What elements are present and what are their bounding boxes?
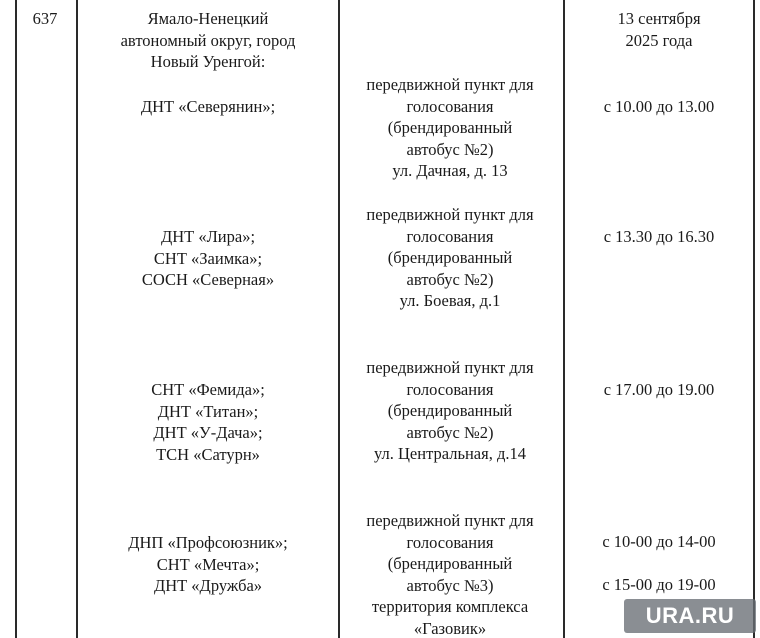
region-line: автономный округ, город — [120, 30, 296, 50]
settlement-name: СНТ «Заимка»; — [153, 248, 263, 268]
settlement-name: ТСН «Сатурн» — [156, 444, 260, 464]
location-line: ул. Центральная, д.14 — [374, 444, 526, 463]
time-cell — [570, 531, 748, 553]
row-number: 637 — [32, 9, 58, 28]
settlement-name: ДНП «Профсоюзник»; — [128, 533, 288, 552]
table-divider-3 — [563, 0, 565, 638]
location-line: автобус №2) — [406, 422, 494, 442]
settlements-cell — [90, 379, 326, 465]
location-line: (брендированный — [387, 554, 513, 573]
location-cell — [342, 510, 558, 638]
location-line: автобус №2) — [406, 269, 494, 289]
time-cell — [570, 379, 748, 401]
location-line: (брендированный — [387, 401, 513, 420]
date-cell — [570, 8, 748, 51]
location-line: передвижной пункт для — [366, 358, 534, 377]
time-cell — [570, 574, 748, 596]
region-line: Ямало-Ненецкий — [147, 9, 269, 28]
region-cell — [90, 8, 326, 73]
location-line: ул. Дачная, д. 13 — [392, 161, 508, 180]
time-slot: с 17.00 до 19.00 — [603, 380, 715, 399]
settlement-name: ДНТ «Дружба» — [153, 576, 263, 595]
location-line: (брендированный — [387, 118, 513, 137]
location-line: «Газовик» — [413, 618, 487, 638]
location-line: ул. Боевая, д.1 — [399, 291, 501, 310]
location-line: автобус №3) — [406, 575, 494, 595]
settlement-name: СНТ «Мечта»; — [156, 554, 260, 574]
settlements-cell — [90, 532, 326, 597]
location-line: передвижной пункт для — [366, 205, 534, 224]
date-line: 13 сентября — [617, 9, 701, 28]
location-cell — [342, 204, 558, 312]
location-line: голосования — [406, 532, 494, 552]
location-cell — [342, 74, 558, 182]
time-cell — [570, 96, 748, 118]
settlement-name: ДНТ «У-Дача»; — [153, 423, 263, 442]
settlement-name: СНТ «Фемида»; — [151, 380, 265, 399]
location-line: голосования — [406, 96, 494, 116]
time-slot: с 13.30 до 16.30 — [603, 227, 715, 246]
location-line: передвижной пункт для — [366, 75, 534, 94]
table-divider-2 — [338, 0, 340, 638]
location-line: голосования — [406, 379, 494, 399]
location-line: голосования — [406, 226, 494, 246]
settlement-name: ДНТ «Лира»; — [160, 227, 256, 246]
location-line: (брендированный — [387, 248, 513, 267]
region-line: Новый Уренгой: — [150, 52, 266, 71]
settlements-cell — [90, 96, 326, 118]
location-line: территория комплекса — [371, 597, 529, 616]
table-border-right — [753, 0, 755, 638]
time-slot: с 10.00 до 13.00 — [603, 97, 715, 116]
date-line: 2025 года — [625, 30, 693, 50]
settlement-name: ДНТ «Северянин»; — [140, 97, 276, 116]
location-cell — [342, 357, 558, 465]
time-slot: с 10-00 до 14-00 — [602, 532, 716, 551]
time-cell — [570, 226, 748, 248]
settlements-cell — [90, 226, 326, 291]
settlement-name: СОСН «Северная» — [141, 270, 275, 289]
location-line: автобус №2) — [406, 139, 494, 159]
time-slot: с 15-00 до 19-00 — [602, 575, 716, 594]
settlement-name: ДНТ «Титан»; — [157, 401, 259, 421]
table-border-left — [15, 0, 17, 638]
table-divider-1 — [76, 0, 78, 638]
ura-ru-watermark: URA.RU — [624, 599, 756, 633]
location-line: передвижной пункт для — [366, 511, 534, 530]
